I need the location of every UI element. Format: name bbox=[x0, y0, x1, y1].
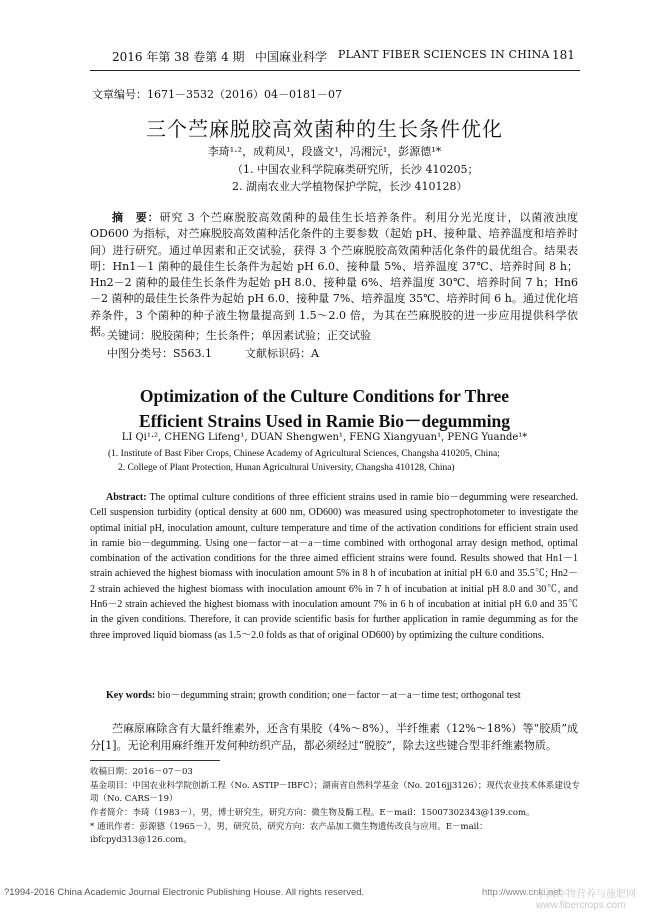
english-title-line-2: Efficient Strains Used in Ramie Bio－degumming bbox=[139, 411, 510, 431]
chinese-abstract bbox=[90, 210, 578, 340]
english-title bbox=[0, 384, 649, 434]
site-link[interactable]: http://www.cnki.net bbox=[482, 887, 562, 898]
chinese-affiliation-1: （1. 中国农业科学院麻类研究所，长沙 410205； bbox=[232, 163, 479, 176]
english-abstract-label: Abstract: bbox=[106, 492, 147, 503]
english-keywords bbox=[90, 689, 578, 703]
document-code: 文献标识码：A bbox=[245, 347, 319, 360]
english-abstract-text: The optimal culture conditions of three efficient strains used in ramie bio－degumming were researched. Cell suspension turbidity (optical density at 600 nm, OD600) was measured using spectrophotometer to investigate the optimal initial pH, inoculation amount, culture temperature and time of the activation conditions for efficient strain used in ramie bio－degumming. Using one－factor－at－a－time combined with orthogonal array design method, optimal combination of the activation conditions for the three aimed efficient strains were found. Results showed that Hn1－1 strain achieved the highest biomass with inoculation amount 5% in 8 h of incubation at initial pH 6.0 and 35.5℃; Hn2－2 strain achieved the highest biomass with inoculation amount 6% in 7 h of incubation at initial pH 8.0 and 30℃, and Hn6－2 strain achieved the highest biomass with inoculation amount 7% in 6 h of incubation at initial pH 6.0 and 35℃ in the given conditions. Therefore, it can provide scientific basis for further application in ramie degumming as for the three improved liquid biomass (as 1.5～2.0 folds as that of original OD600) by optimizing the culture conditions. bbox=[90, 492, 578, 641]
body-paragraph bbox=[90, 720, 578, 754]
english-affiliation-1: (1. Institute of Bast Fiber Crops, Chinese Academy of Agricultural Sciences, Changsha 410205, China; bbox=[108, 449, 500, 459]
page-number: 181 bbox=[552, 48, 575, 62]
footnote-rule bbox=[90, 760, 220, 761]
issue-info: 2016 年第 38 卷第 4 期 bbox=[112, 50, 245, 64]
chinese-title: 三个苎麻脱胶高效菌种的生长条件优化 bbox=[146, 117, 503, 141]
chinese-authors: 李琦¹·²，成莉凤¹，段盛文¹，冯湘沅¹，彭源德¹* bbox=[207, 145, 442, 158]
english-keywords-label: Key words: bbox=[106, 690, 156, 701]
footnote-received: 收稿日期：2016－07－03 bbox=[90, 767, 193, 777]
footnote-fund: 基金项目：中国农业科学院创新工程（No. ASTIP－IBFC）；湖南省自然科学基金（No. 2016jj3126）；现代农业技术体系建设专项（No. CARS－19） bbox=[90, 781, 580, 804]
running-header bbox=[0, 44, 649, 66]
watermark: 中国作物营养与施肥网 www.fibercrops.com bbox=[536, 889, 636, 911]
english-authors: LI Qi¹·², CHENG Lifeng¹, DUAN Shengwen¹, FENG Xiangyuan¹, PENG Yuande¹* bbox=[121, 432, 528, 443]
journal-name-cn: 中国麻业科学 bbox=[255, 50, 328, 64]
journal-name-en: PLANT FIBER SCIENCES IN CHINA bbox=[338, 48, 550, 61]
clc-number: 中图分类号：S563.1 bbox=[107, 347, 213, 360]
english-abstract bbox=[90, 490, 578, 643]
footnote-corresponding: * 通讯作者：彭源德（1965－），男，研究员，研究方向：农产品加工微生物遗传改良与应用。E－mail：ibfcpyd313@126.com。 bbox=[90, 822, 488, 845]
copyright-notice: ?1994-2016 China Academic Journal Electronic Publishing House. All rights reserved. bbox=[4, 887, 365, 898]
chinese-abstract-label: 摘 要： bbox=[112, 211, 160, 224]
body-paragraph-text: 苎麻原麻除含有大量纤维素外，还含有果胶（4%～8%）、半纤维素（12%～18%）等“胶质”成分[1]。无论利用麻纤维开发何种纺织产品，都必须经过“脱胶”，除去这些键合型非纤维素物质。 bbox=[90, 722, 578, 752]
english-keywords-text: bio－degumming strain; growth condition; one－factor－at－a－time test; orthogonal test bbox=[157, 690, 521, 701]
chinese-affiliation-2: 2. 湖南农业大学植物保护学院，长沙 410128） bbox=[232, 180, 468, 193]
article-number: 文章编号：1671－3532（2016）04－0181－07 bbox=[92, 88, 342, 101]
chinese-keywords: 关键词：脱胶菌种；生长条件；单因素试验；正交试验 bbox=[107, 329, 371, 342]
english-title-line-1: Optimization of the Culture Conditions for Three bbox=[139, 386, 510, 406]
english-affiliation-2: 2. College of Plant Protection, Hunan Agricultural University, Changsha 410128, China) bbox=[118, 463, 455, 473]
header-rule bbox=[90, 70, 580, 71]
footnote-author-bio: 作者简介：李琦（1983－），男，博士研究生，研究方向：微生物及酶工程。E－mail：15007302343@139.com。 bbox=[90, 808, 535, 818]
chinese-abstract-text: 研究 3 个苎麻脱胶高效菌种的最佳生长培养条件。利用分光光度计，以菌液浊度 OD600 为指标，对苎麻脱胶高效菌种活化条件的主要参数（起始 pH、接种量、培养温度和培养时间）进行研究。通过单因素和正交试验，获得 3 个苎麻脱胶高效菌种活化条件的最优组合。结果表明：Hn1－1 菌种的最佳生长条件为起始 pH 6.0、接种量 5%、培养温度 37℃、培养时间 8 h；Hn2－2 菌种的最佳生长条件为起始 pH 8.0、接种量 6%、培养温度 30℃、培养时间 7 h；Hn6－2 菌种的最佳生长条件为起始 pH 6.0、接种量 7%、培养温度 35℃、培养时间 6 h。通过优化培养条件，3 个菌种的种子液生物量提高到 1.5～2.0 倍，为其在苎麻脱胶的进一步应用提供科学依据。 bbox=[90, 211, 579, 339]
